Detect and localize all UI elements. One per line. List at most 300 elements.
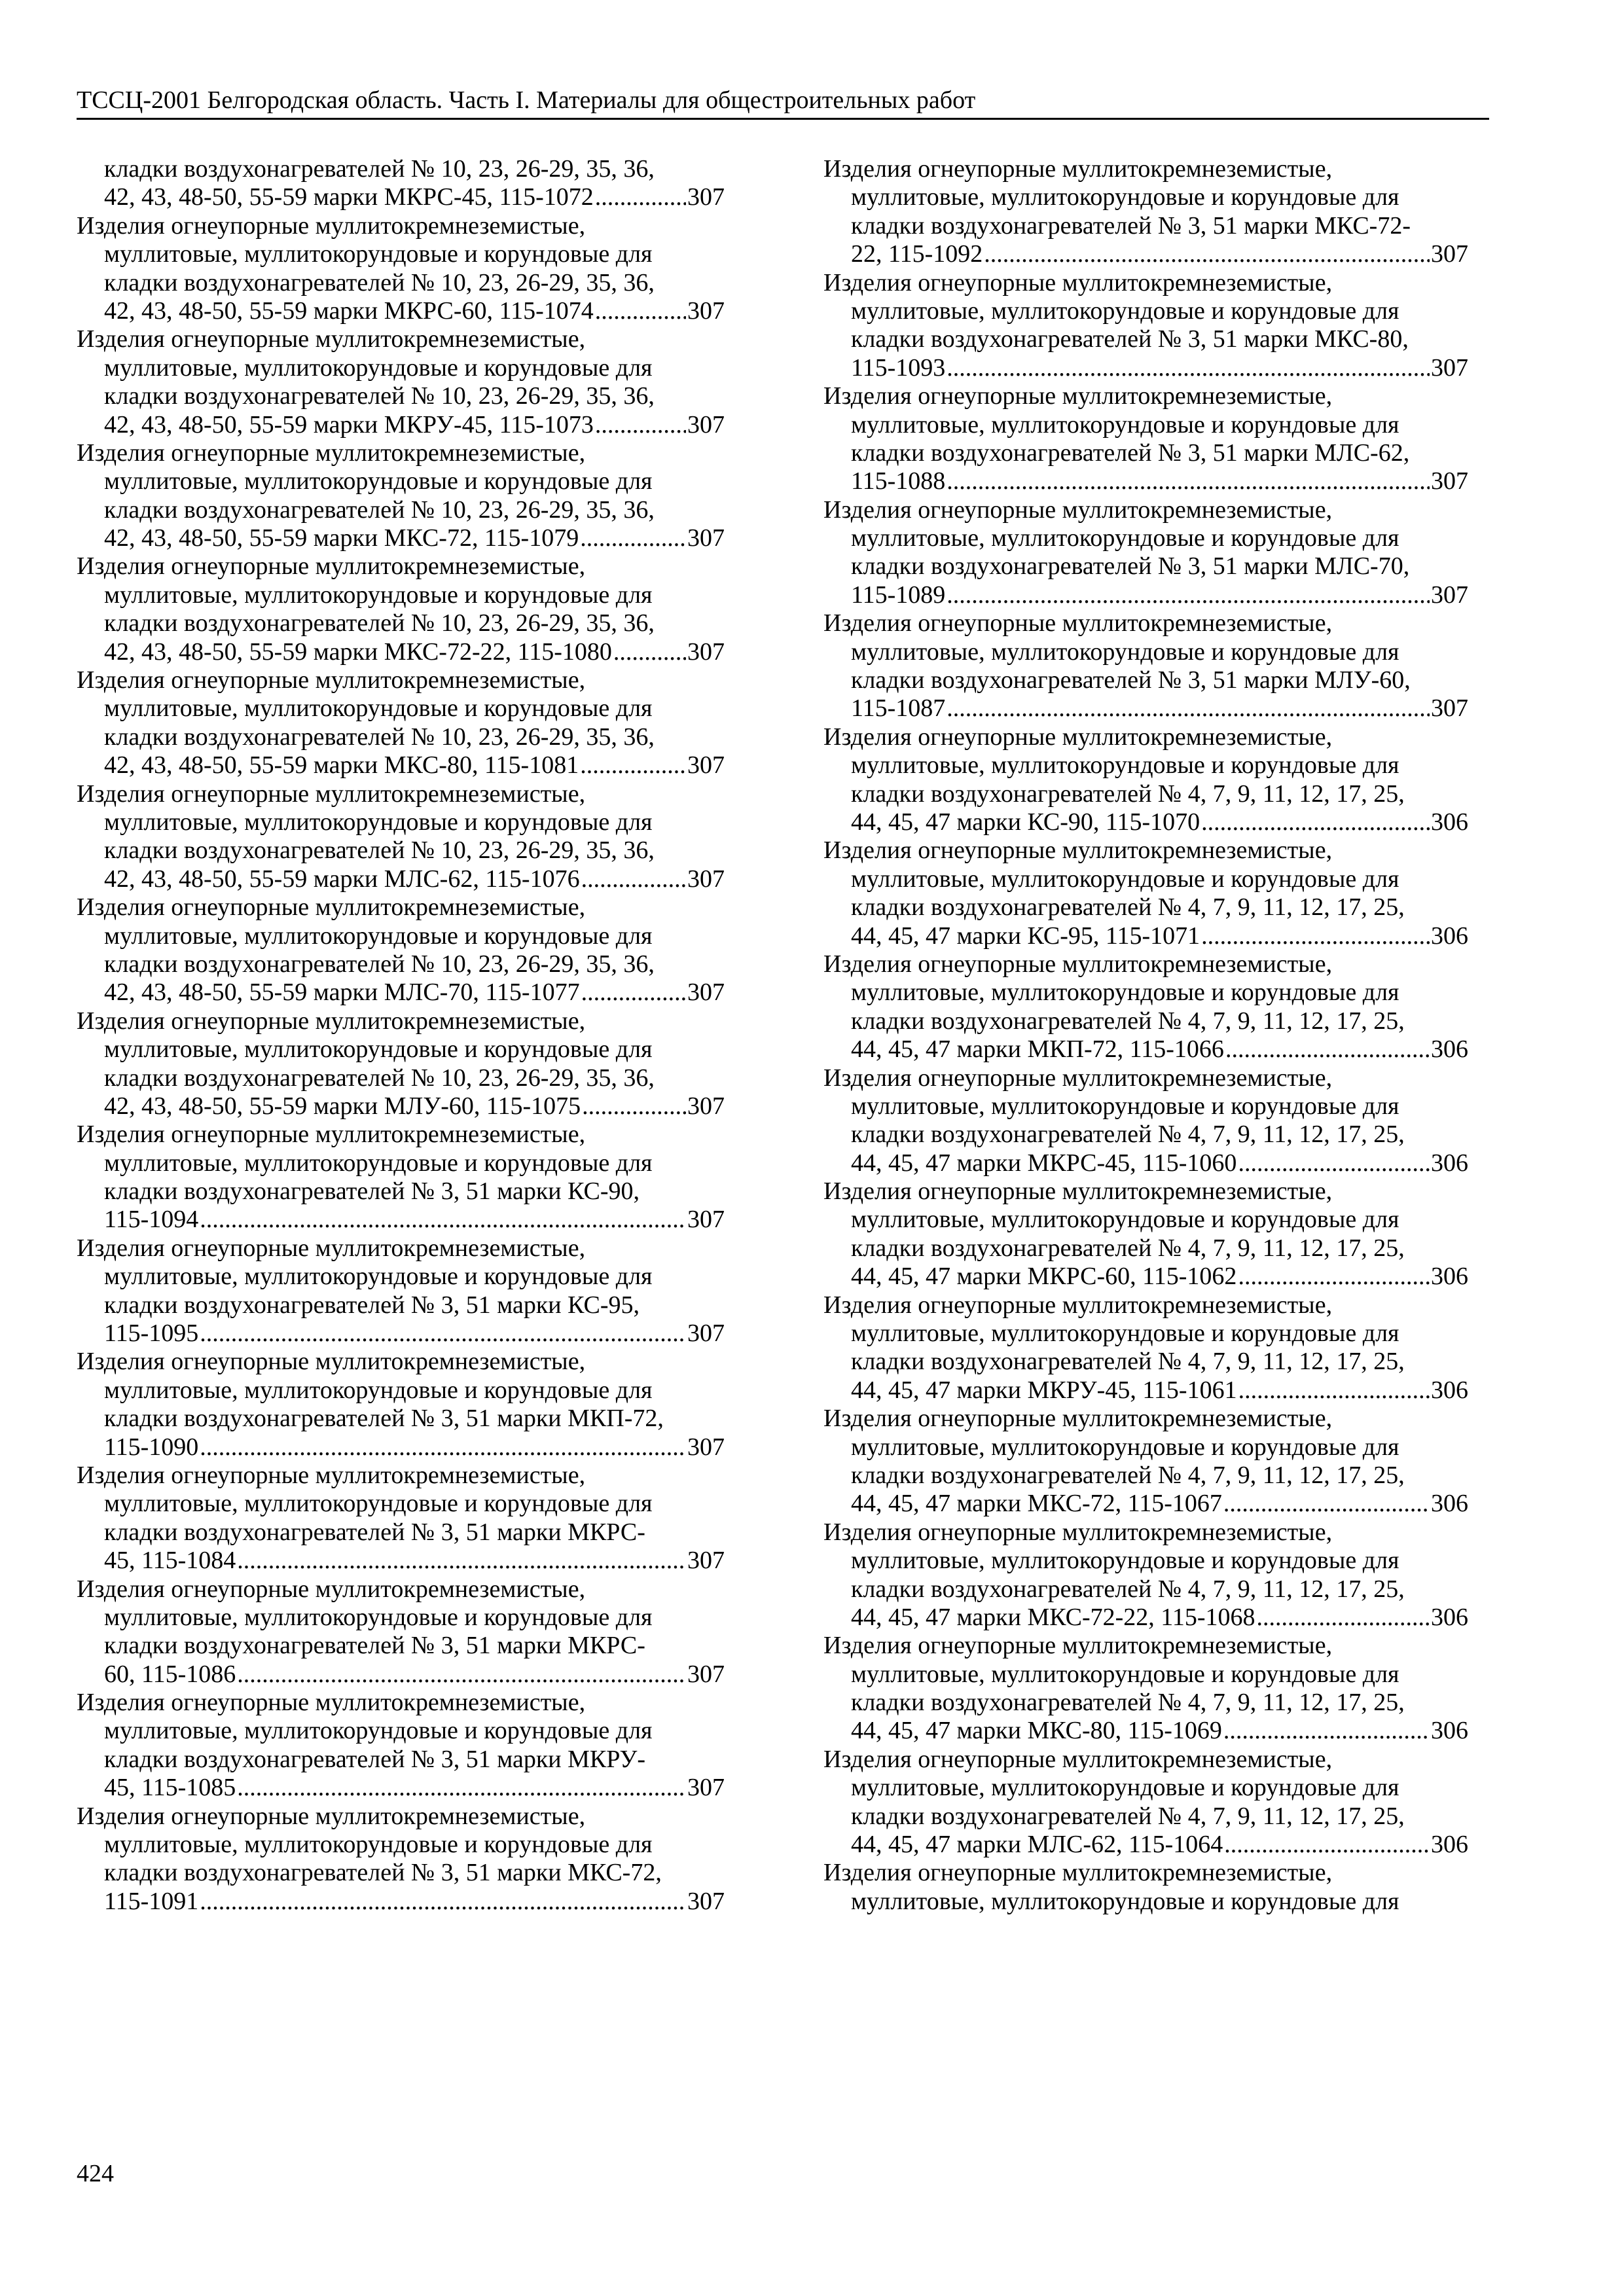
index-entry-line <box>823 1319 1468 1348</box>
header-rule <box>77 118 1489 120</box>
entry-page-number: 307 <box>687 1092 725 1120</box>
entry-text: 44, 45, 47 марки МКС-80, 115-1069 <box>851 1717 1222 1745</box>
index-entry-line <box>77 893 725 922</box>
entry-page-number: 306 <box>1431 1717 1468 1745</box>
index-entry <box>77 1803 725 1916</box>
index-entry <box>823 1405 1468 1518</box>
index-entry-line <box>823 1689 1468 1717</box>
dot-leader <box>200 1433 686 1462</box>
entry-page-number: 307 <box>687 183 725 211</box>
index-entry <box>823 1518 1468 1632</box>
index-entry <box>77 1689 725 1803</box>
entry-text: кладки воздухонагревателей № 4, 7, 9, 11, 12, 17, 25, <box>851 893 1405 922</box>
entry-text: Изделия огнеупорные муллитокремнеземистые, <box>823 723 1333 751</box>
index-entry <box>823 1177 1468 1291</box>
entry-text: кладки воздухонагревателей № 3, 51 марки МКС-72- <box>851 211 1411 240</box>
index-entry-line <box>77 609 725 637</box>
index-entry-line <box>77 1121 725 1149</box>
index-entry-line <box>77 1035 725 1064</box>
entry-text: кладки воздухонагревателей № 10, 23, 26-29, 35, 36, <box>104 836 655 865</box>
entry-text: муллитовые, муллитокорундовые и корундовые для <box>104 1376 653 1404</box>
index-entry-line <box>823 694 1468 723</box>
entry-text: муллитовые, муллитокорундовые и корундовые для <box>104 1603 653 1631</box>
entry-text: кладки воздухонагревателей № 4, 7, 9, 11, 12, 17, 25, <box>851 1007 1405 1035</box>
entry-page-number: 306 <box>1431 1603 1468 1631</box>
entry-text: кладки воздухонагревателей № 4, 7, 9, 11, 12, 17, 25, <box>851 1689 1405 1717</box>
index-entry-line <box>77 1547 725 1575</box>
entry-text: муллитовые, муллитокорундовые и корундовые для <box>104 1035 653 1064</box>
dot-leader <box>947 581 1430 609</box>
dot-leader <box>580 524 686 552</box>
entry-page-number: 306 <box>1431 1376 1468 1404</box>
entry-text: муллитовые, муллитокорундовые и корундовые для <box>851 865 1399 893</box>
entry-text: кладки воздухонагревателей № 4, 7, 9, 11, 12, 17, 25, <box>851 1234 1405 1262</box>
dot-leader <box>1238 1149 1430 1177</box>
index-entry-line <box>823 922 1468 950</box>
index-entry-line <box>77 638 725 666</box>
entry-page-number: 307 <box>687 1433 725 1461</box>
dot-leader <box>1224 1831 1430 1859</box>
entry-text: кладки воздухонагревателей № 3, 51 марки МЛС-62, <box>851 439 1410 467</box>
entry-text: муллитовые, муллитокорундовые и корундовые для <box>851 1774 1399 1802</box>
index-entry-line <box>823 552 1468 581</box>
index-entry-line <box>77 496 725 524</box>
entry-text: Изделия огнеупорные муллитокремнеземистые, <box>77 1802 586 1830</box>
entry-text: муллитовые, муллитокорундовые и корундовые для <box>104 467 653 495</box>
entry-text: муллитовые, муллитокорундовые и корундовые для <box>851 524 1399 552</box>
index-entry-line <box>823 978 1468 1007</box>
running-header <box>77 84 1489 122</box>
entry-text: Изделия огнеупорные муллитокремнеземистые, <box>823 1064 1333 1092</box>
index-entry-line <box>77 1291 725 1319</box>
dot-leader <box>1201 808 1430 836</box>
index-column-left <box>77 155 725 1916</box>
entry-text: кладки воздухонагревателей № 4, 7, 9, 11, 12, 17, 25, <box>851 780 1405 808</box>
index-entry-line <box>77 694 725 723</box>
index-entry-line <box>823 1092 1468 1121</box>
dot-leader <box>200 1206 686 1234</box>
index-entry-line <box>823 865 1468 893</box>
index-entry-line <box>823 1632 1468 1660</box>
entry-text: Изделия огнеупорные муллитокремнеземистые, <box>77 893 586 922</box>
entry-text: муллитовые, муллитокорундовые и корундовые для <box>104 1490 653 1518</box>
index-entry-line <box>77 1604 725 1632</box>
entry-text: Изделия огнеупорные муллитокремнеземистые, <box>823 1518 1333 1546</box>
index-entry-line <box>823 723 1468 751</box>
entry-text: муллитовые, муллитокорундовые и корундовые для <box>851 1319 1399 1348</box>
index-entry-line <box>77 950 725 978</box>
dot-leader <box>595 297 686 325</box>
entry-text: Изделия огнеупорные муллитокремнеземистые, <box>823 836 1333 865</box>
index-entry-line <box>823 1462 1468 1490</box>
index-entry-line <box>77 836 725 865</box>
entry-text: муллитовые, муллитокорундовые и корундовые для <box>104 1717 653 1745</box>
index-entry <box>77 325 725 439</box>
index-entry-line <box>77 1803 725 1831</box>
index-entry-line <box>823 893 1468 922</box>
entry-text: кладки воздухонагревателей № 4, 7, 9, 11, 12, 17, 25, <box>851 1461 1405 1489</box>
entry-text: Изделия огнеупорные муллитокремнеземистые, <box>823 495 1333 524</box>
entry-text: 42, 43, 48-50, 55-59 марки МЛС-70, 115-1077 <box>104 978 580 1007</box>
index-entry-line <box>823 1859 1468 1887</box>
entry-text: Изделия огнеупорные муллитокремнеземистые, <box>823 609 1333 637</box>
entry-text: кладки воздухонагревателей № 3, 51 марки КС-90, <box>104 1177 640 1206</box>
entry-text: 115-1094 <box>104 1206 199 1234</box>
index-entry <box>823 1859 1468 1916</box>
entry-text: кладки воздухонагревателей № 3, 51 марки МКС-72, <box>104 1859 662 1887</box>
index-entry <box>823 609 1468 723</box>
entry-text: кладки воздухонагревателей № 3, 51 марки МКРС- <box>104 1518 645 1546</box>
entry-text: муллитовые, муллитокорундовые и корундовые для <box>104 1831 653 1859</box>
index-entry <box>77 780 725 894</box>
entry-text: Изделия огнеупорные муллитокремнеземистые, <box>823 1177 1333 1206</box>
entry-text: кладки воздухонагревателей № 3, 51 марки МЛС-70, <box>851 552 1410 581</box>
index-entry <box>77 1007 725 1121</box>
index-entry-line <box>823 1035 1468 1064</box>
entry-text: муллитовые, муллитокорундовые и корундовые для <box>104 922 653 950</box>
index-entry-line <box>77 1518 725 1547</box>
index-entry-line <box>823 836 1468 865</box>
entry-page-number: 307 <box>687 1774 725 1802</box>
index-entry-line <box>77 1575 725 1604</box>
entry-page-number: 307 <box>687 1547 725 1575</box>
entry-text: муллитовые, муллитокорундовые и корундовые для <box>851 1433 1399 1461</box>
entry-text: 44, 45, 47 марки КС-90, 115-1070 <box>851 808 1200 836</box>
entry-text: муллитовые, муллитокорундовые и корундовые для <box>851 183 1399 211</box>
index-entry-line <box>77 1064 725 1092</box>
entry-text: 45, 115-1084 <box>104 1547 236 1575</box>
index-entry-line <box>77 1746 725 1774</box>
dot-leader <box>947 694 1430 723</box>
dot-leader <box>580 751 686 780</box>
index-entry-line <box>77 1774 725 1802</box>
entry-text: Изделия огнеупорные муллитокремнеземистые, <box>77 1121 586 1149</box>
entry-text: 44, 45, 47 марки МЛС-62, 115-1064 <box>851 1831 1223 1859</box>
entry-text: муллитовые, муллитокорундовые и корундовые для <box>851 751 1399 780</box>
entry-text: 44, 45, 47 марки МКС-72-22, 115-1068 <box>851 1603 1255 1631</box>
index-entry-line <box>823 269 1468 297</box>
entry-text: 115-1090 <box>104 1433 199 1461</box>
entry-text: муллитовые, муллитокорундовые и корундовые для <box>851 1660 1399 1688</box>
index-entry-line <box>823 609 1468 637</box>
entry-text: Изделия огнеупорные муллитокремнеземистые, <box>77 1689 586 1717</box>
index-entry-line <box>823 1234 1468 1263</box>
entry-text: 115-1091 <box>104 1887 199 1915</box>
index-entry-line <box>77 411 725 439</box>
entry-text: кладки воздухонагревателей № 3, 51 марки МКС-80, <box>851 325 1409 353</box>
dot-leader <box>947 354 1430 382</box>
entry-text: 42, 43, 48-50, 55-59 марки МКРС-45, 115-1072 <box>104 183 594 211</box>
dot-leader <box>1238 1376 1430 1405</box>
entry-page-number: 307 <box>1431 581 1468 609</box>
index-entry-line <box>77 581 725 609</box>
entry-text: 115-1088 <box>851 467 946 495</box>
entry-page-number: 307 <box>687 1206 725 1234</box>
entry-text: муллитовые, муллитокорундовые и корундовые для <box>851 1206 1399 1234</box>
entry-text: кладки воздухонагревателей № 4, 7, 9, 11, 12, 17, 25, <box>851 1121 1405 1149</box>
index-entry-line <box>77 1632 725 1660</box>
entry-text: 44, 45, 47 марки МКС-72, 115-1067 <box>851 1490 1222 1518</box>
entry-text: кладки воздухонагревателей № 10, 23, 26-29, 35, 36, <box>104 155 655 183</box>
entry-text: муллитовые, муллитокорундовые и корундовые для <box>104 353 653 382</box>
dot-leader <box>1238 1263 1430 1291</box>
index-entry-line <box>823 1291 1468 1319</box>
index-entry-line <box>77 1007 725 1035</box>
index-entry-line <box>823 1888 1468 1916</box>
index-entry-line <box>823 1518 1468 1547</box>
index-entry-line <box>77 1433 725 1462</box>
entry-text: кладки воздухонагревателей № 10, 23, 26-29, 35, 36, <box>104 495 655 524</box>
index-entry <box>823 269 1468 383</box>
index-column-right <box>823 155 1468 1916</box>
index-entry-line <box>823 808 1468 836</box>
index-entry-line <box>77 1831 725 1859</box>
index-entry-line <box>823 183 1468 211</box>
index-entry-line <box>77 922 725 950</box>
index-entry <box>823 1746 1468 1859</box>
index-entry <box>77 1575 725 1689</box>
index-entry <box>823 950 1468 1064</box>
entry-page-number: 306 <box>1431 1035 1468 1064</box>
index-entry-line <box>823 1263 1468 1291</box>
index-entry-line <box>823 1746 1468 1774</box>
index-entry-line <box>823 240 1468 268</box>
entry-text: 45, 115-1085 <box>104 1774 236 1802</box>
entry-text: Изделия огнеупорные муллитокремнеземистые, <box>823 950 1333 978</box>
index-entry-line <box>77 1263 725 1291</box>
entry-page-number: 307 <box>687 1660 725 1688</box>
index-entry-line <box>77 1462 725 1490</box>
entry-text: Изделия огнеупорные муллитокремнеземистые, <box>823 1405 1333 1433</box>
index-entry-line <box>77 666 725 694</box>
index-entry-line <box>823 1376 1468 1405</box>
dot-leader <box>237 1547 686 1575</box>
index-entry-line <box>823 1064 1468 1092</box>
index-entry-line <box>823 1490 1468 1518</box>
entry-text: Изделия огнеупорные муллитокремнеземистые, <box>77 780 586 808</box>
entry-page-number: 307 <box>687 751 725 780</box>
entry-text: Изделия огнеупорные муллитокремнеземистые, <box>77 439 586 467</box>
index-entry <box>77 1234 725 1348</box>
index-entry-line <box>823 411 1468 439</box>
index-entry-line <box>77 808 725 836</box>
index-entry-line <box>823 751 1468 780</box>
index-entry-line <box>77 1149 725 1177</box>
entry-text: муллитовые, муллитокорундовые и корундовые для <box>851 1547 1399 1575</box>
index-entry-line <box>823 1121 1468 1149</box>
index-entry-line <box>77 155 725 183</box>
header-title: ТССЦ-2001 Белгородская область. Часть I. Материалы для общестроительных работ <box>77 86 976 114</box>
index-entry-line <box>77 1092 725 1121</box>
entry-text: 22, 115-1092 <box>851 240 983 268</box>
index-entry <box>823 723 1468 837</box>
index-entry-line <box>823 950 1468 978</box>
index-entry-line <box>823 1149 1468 1177</box>
index-entry-line <box>823 354 1468 382</box>
entry-page-number: 307 <box>687 865 725 893</box>
dot-leader <box>1201 922 1430 950</box>
entry-text: 42, 43, 48-50, 55-59 марки МЛС-62, 115-1076 <box>104 865 580 893</box>
index-entry-line <box>823 524 1468 552</box>
entry-page-number: 307 <box>687 1887 725 1915</box>
index-entry-line <box>77 1234 725 1263</box>
entry-text: Изделия огнеупорные муллитокремнеземистые, <box>77 1234 586 1262</box>
index-entry <box>77 552 725 666</box>
index-entry-line <box>77 1376 725 1405</box>
index-entry-line <box>77 524 725 552</box>
index-entry-line <box>823 1604 1468 1632</box>
dot-leader <box>613 638 686 666</box>
entry-text: кладки воздухонагревателей № 3, 51 марки МКРС- <box>104 1632 645 1660</box>
entry-page-number: 307 <box>687 296 725 325</box>
entry-text: 115-1095 <box>104 1319 199 1348</box>
entry-page-number: 306 <box>1431 1831 1468 1859</box>
entry-text: 44, 45, 47 марки МКРС-60, 115-1062 <box>851 1263 1237 1291</box>
index-entry-line <box>77 212 725 240</box>
index-entry-line <box>77 467 725 495</box>
index-entry-line <box>77 240 725 268</box>
entry-text: кладки воздухонагревателей № 3, 51 марки МЛУ-60, <box>851 666 1411 694</box>
entry-text: кладки воздухонагревателей № 10, 23, 26-29, 35, 36, <box>104 268 655 296</box>
index-entry <box>77 439 725 553</box>
index-entry-line <box>823 382 1468 410</box>
index-entry <box>77 666 725 780</box>
entry-text: 42, 43, 48-50, 55-59 марки МКС-80, 115-1081 <box>104 751 579 780</box>
entry-page-number: 307 <box>1431 694 1468 723</box>
index-entry-line <box>823 1405 1468 1433</box>
dot-leader <box>200 1888 686 1916</box>
dot-leader <box>582 1092 686 1121</box>
dot-leader <box>1225 1035 1430 1064</box>
index-entry-line <box>77 1206 725 1234</box>
index-entry-line <box>77 297 725 325</box>
entry-text: Изделия огнеупорные муллитокремнеземистые, <box>823 268 1333 296</box>
entry-page-number: 306 <box>1431 1149 1468 1177</box>
index-entry-line <box>823 1547 1468 1575</box>
index-entry <box>823 1632 1468 1746</box>
entry-page-number: 307 <box>687 637 725 666</box>
entry-text: 60, 115-1086 <box>104 1660 236 1688</box>
entry-text: 115-1087 <box>851 694 946 723</box>
index-entry-line <box>77 865 725 893</box>
entry-text: кладки воздухонагревателей № 4, 7, 9, 11, 12, 17, 25, <box>851 1348 1405 1376</box>
index-entry-line <box>77 1490 725 1518</box>
entry-text: Изделия огнеупорные муллитокремнеземистые, <box>77 552 586 581</box>
entry-text: 44, 45, 47 марки МКРС-45, 115-1060 <box>851 1149 1237 1177</box>
index-entry-line <box>823 638 1468 666</box>
index-entry-line <box>77 1888 725 1916</box>
index-entry-line <box>77 780 725 808</box>
entry-page-number: 307 <box>1431 240 1468 268</box>
index-entry-line <box>823 1348 1468 1376</box>
index-entry <box>823 1064 1468 1178</box>
index-entry-line <box>77 1177 725 1206</box>
entry-text: 42, 43, 48-50, 55-59 марки МКС-72-22, 115-1080 <box>104 637 612 666</box>
entry-page-number: 307 <box>687 524 725 552</box>
entry-text: кладки воздухонагревателей № 4, 7, 9, 11, 12, 17, 25, <box>851 1802 1405 1830</box>
index-entry-line <box>77 354 725 382</box>
index-entry-line <box>823 1007 1468 1035</box>
entry-text: муллитовые, муллитокорундовые и корундовые для <box>104 1149 653 1177</box>
entry-page-number: 307 <box>1431 353 1468 382</box>
entry-text: 42, 43, 48-50, 55-59 марки МКС-72, 115-1079 <box>104 524 579 552</box>
dot-leader <box>237 1774 686 1802</box>
index-entry <box>77 1121 725 1234</box>
entry-text: кладки воздухонагревателей № 10, 23, 26-29, 35, 36, <box>104 723 655 751</box>
entry-text: Изделия огнеупорные муллитокремнеземистые, <box>823 155 1333 183</box>
dot-leader <box>581 978 686 1007</box>
index-entry-line <box>823 1831 1468 1859</box>
entry-page-number: 306 <box>1431 808 1468 836</box>
index-entry <box>77 155 725 212</box>
index-entry-line <box>823 1774 1468 1802</box>
index-entry-line <box>823 1575 1468 1604</box>
entry-text: кладки воздухонагревателей № 3, 51 марки КС-95, <box>104 1291 640 1319</box>
entry-text: 115-1089 <box>851 581 946 609</box>
index-entry-line <box>823 1660 1468 1689</box>
entry-text: Изделия огнеупорные муллитокремнеземистые, <box>77 211 586 240</box>
entry-text: муллитовые, муллитокорундовые и корундовые для <box>851 296 1399 325</box>
dot-leader <box>984 240 1430 268</box>
entry-text: муллитовые, муллитокорундовые и корундовые для <box>851 1887 1399 1915</box>
index-entry-line <box>77 183 725 211</box>
entry-text: Изделия огнеупорные муллитокремнеземистые, <box>77 1461 586 1489</box>
dot-leader <box>1257 1604 1430 1632</box>
index-entry <box>77 893 725 1007</box>
dot-leader <box>237 1660 686 1689</box>
entry-text: Изделия огнеупорные муллитокремнеземистые, <box>77 666 586 694</box>
entry-text: кладки воздухонагревателей № 3, 51 марки МКРУ- <box>104 1745 646 1773</box>
index-entry-line <box>823 780 1468 808</box>
index-entry <box>823 836 1468 950</box>
entry-page-number: 307 <box>687 978 725 1007</box>
dot-leader <box>595 183 686 211</box>
entry-text: 115-1093 <box>851 353 946 382</box>
index-entry-line <box>77 269 725 297</box>
dot-leader <box>1223 1717 1430 1745</box>
entry-text: кладки воздухонагревателей № 3, 51 марки МКП-72, <box>104 1405 664 1433</box>
index-entry-line <box>77 1717 725 1745</box>
entry-text: муллитовые, муллитокорундовые и корундовые для <box>851 637 1399 666</box>
entry-text: кладки воздухонагревателей № 10, 23, 26-29, 35, 36, <box>104 382 655 410</box>
index-entry-line <box>77 1405 725 1433</box>
index-entry-line <box>77 382 725 410</box>
index-entry-line <box>823 297 1468 325</box>
index-entry-line <box>823 666 1468 694</box>
entry-text: 42, 43, 48-50, 55-59 марки МКРУ-45, 115-1073 <box>104 410 594 439</box>
index-entry-line <box>77 439 725 467</box>
index-entry-line <box>77 978 725 1007</box>
index-entry-line <box>823 1206 1468 1234</box>
entry-page-number: 307 <box>687 1319 725 1348</box>
dot-leader <box>947 467 1430 495</box>
index-entry-line <box>77 751 725 780</box>
entry-text: муллитовые, муллитокорундовые и корундовые для <box>851 410 1399 439</box>
entry-text: Изделия огнеупорные муллитокремнеземистые, <box>823 1859 1333 1887</box>
entry-text: Изделия огнеупорные муллитокремнеземистые, <box>823 1632 1333 1660</box>
index-entry <box>823 496 1468 610</box>
entry-page-number: 306 <box>1431 1490 1468 1518</box>
entry-text: Изделия огнеупорные муллитокремнеземистые, <box>823 382 1333 410</box>
entry-text: 42, 43, 48-50, 55-59 марки МЛУ-60, 115-1075 <box>104 1092 581 1120</box>
index-entry-line <box>77 552 725 581</box>
entry-text: Изделия огнеупорные муллитокремнеземистые, <box>77 325 586 353</box>
entry-text: муллитовые, муллитокорундовые и корундовые для <box>104 694 653 723</box>
index-entry-line <box>823 1717 1468 1745</box>
entry-text: Изделия огнеупорные муллитокремнеземистые, <box>823 1745 1333 1773</box>
index-entry <box>823 382 1468 496</box>
entry-text: Изделия огнеупорные муллитокремнеземистые, <box>823 1291 1333 1319</box>
